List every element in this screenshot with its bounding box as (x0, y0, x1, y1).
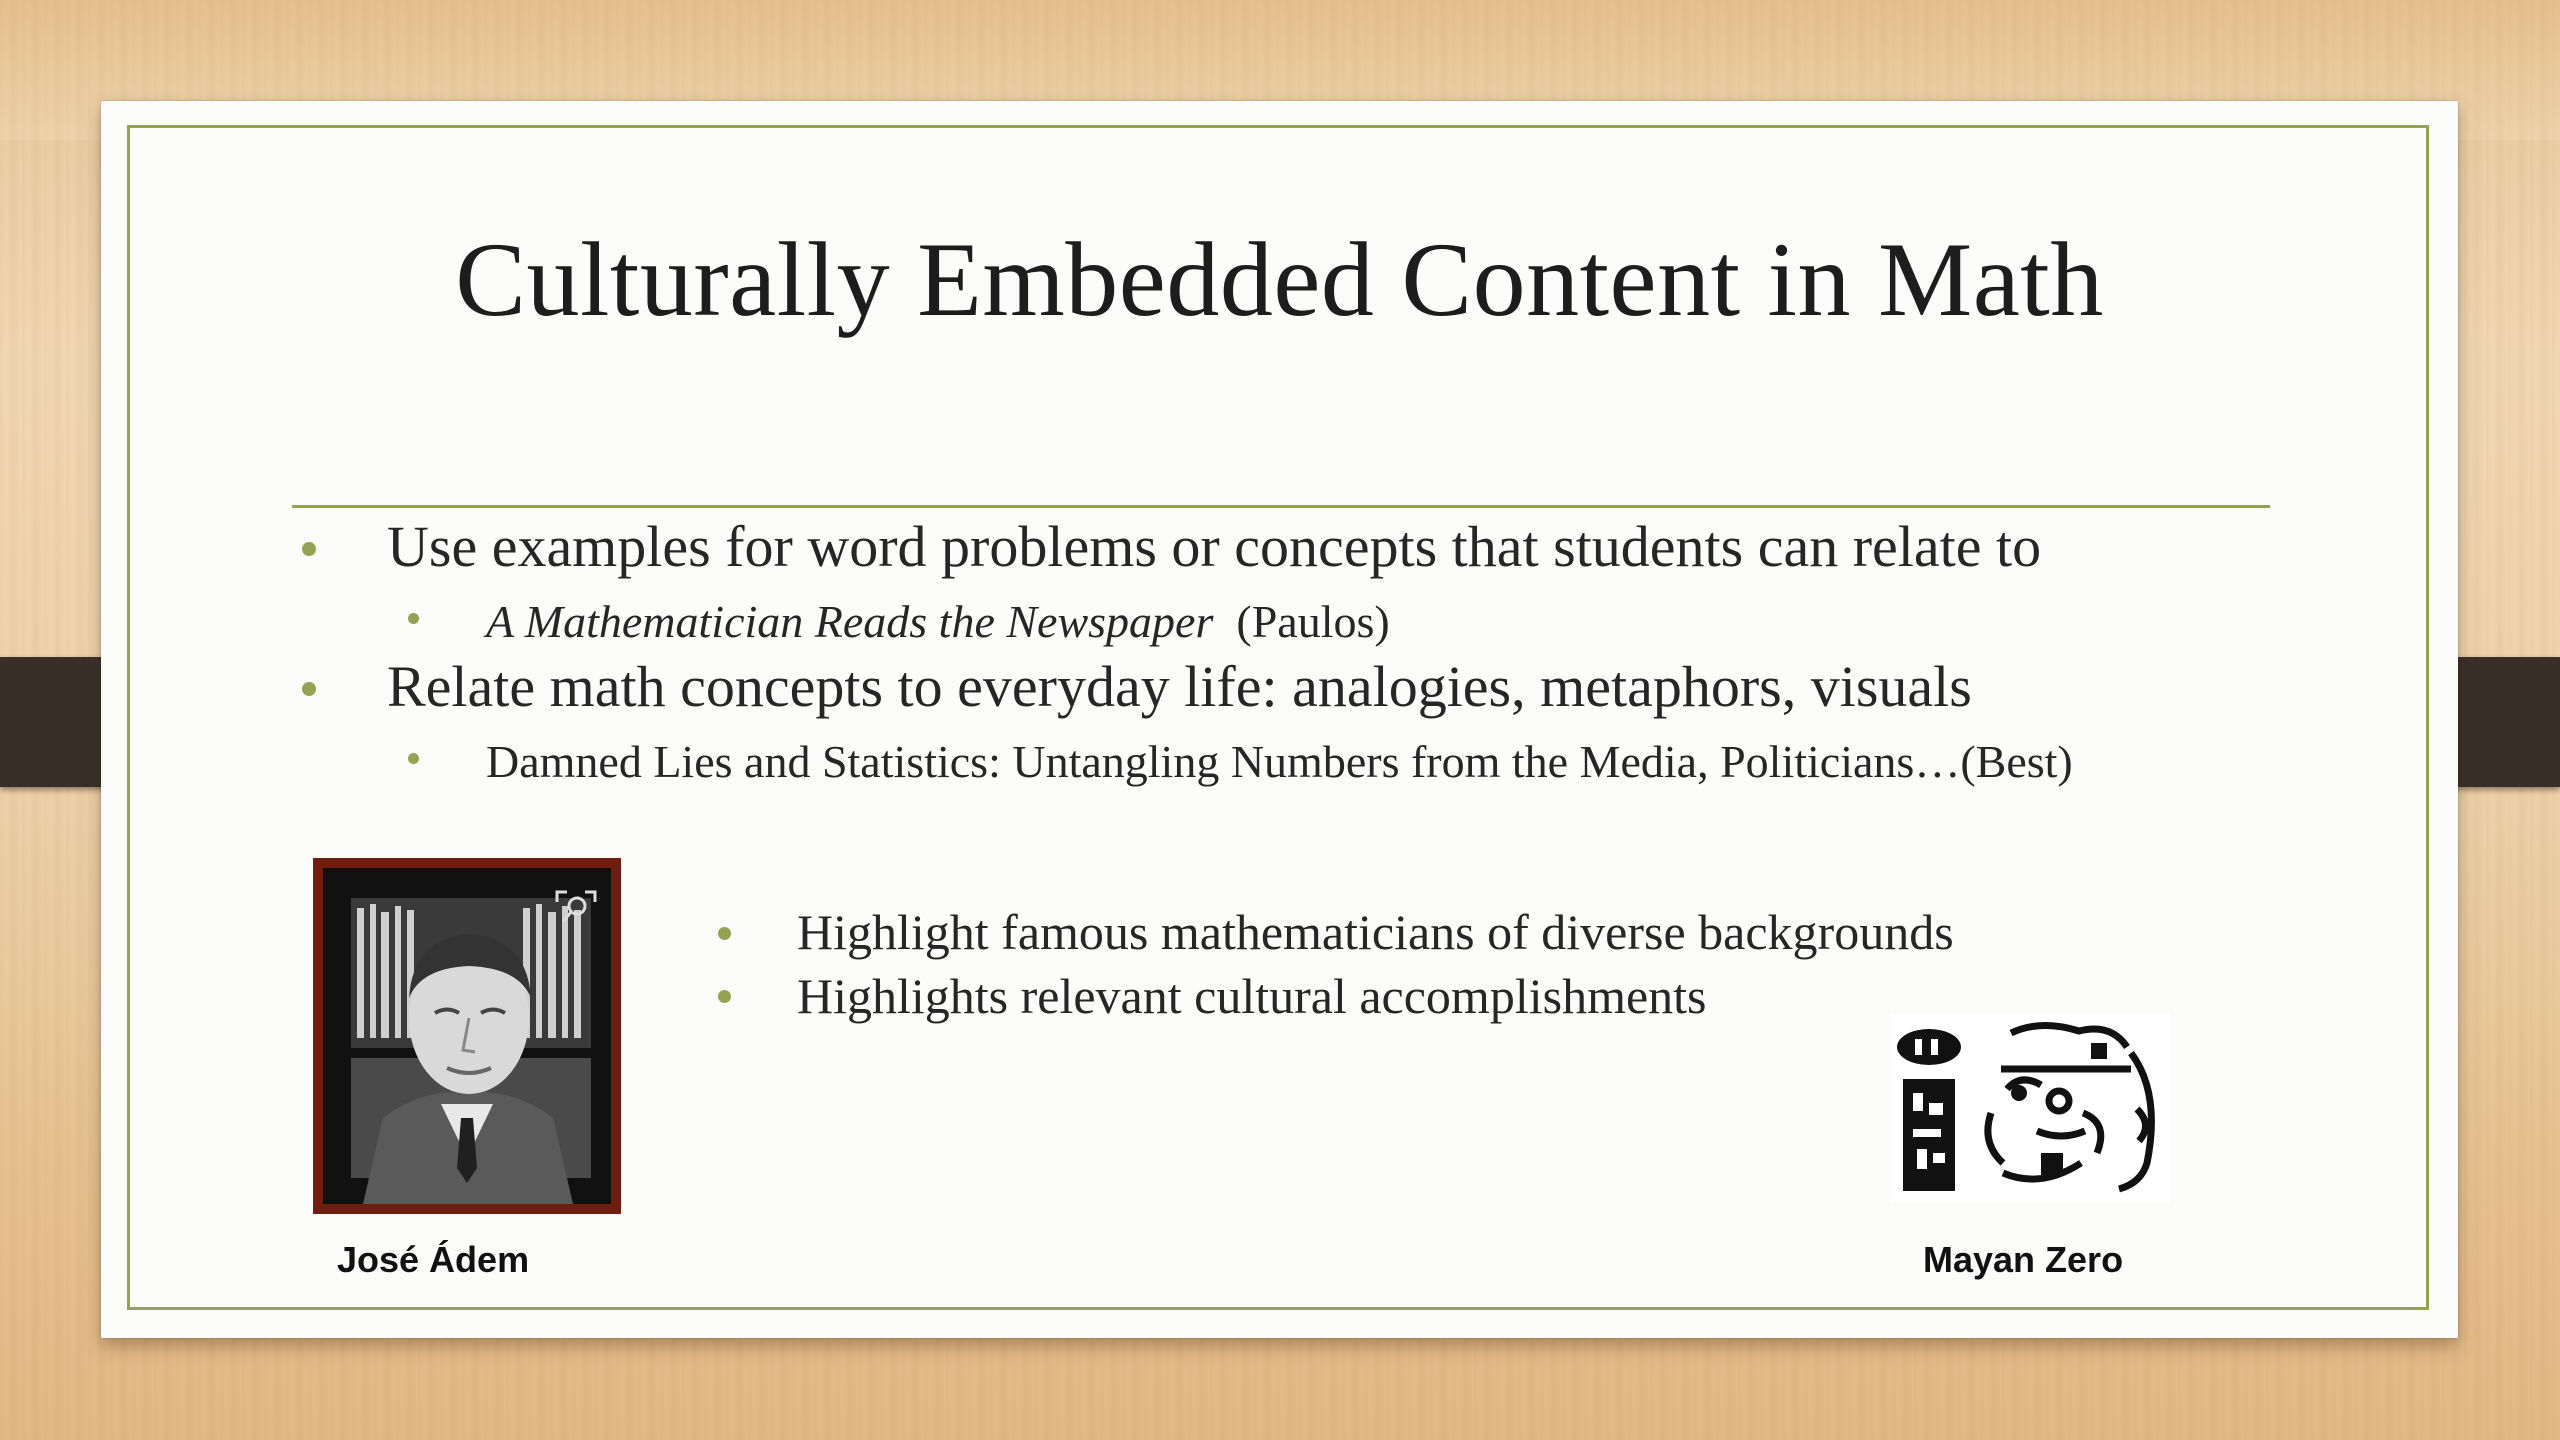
sub-bullet-2: Damned Lies and Statistics: Untangling Numbers from the Media, Politicians…(Best) (486, 736, 2073, 787)
bullet-dot (718, 990, 731, 1003)
portrait-image (323, 868, 611, 1204)
secondary-bullet-1: Highlight famous mathematicians of diverse backgrounds (797, 904, 1954, 960)
mayan-glyph-illustration (1891, 1013, 2171, 1203)
sub-bullet-dot (408, 753, 419, 764)
bullet-1-text: Use examples for word problems or concepts that students can relate to (387, 514, 2042, 579)
portrait-illustration (323, 868, 611, 1204)
mayan-zero-glyph (1891, 1013, 2171, 1203)
book-author-paulos: (Paulos) (1236, 596, 1390, 647)
bullet-dot (302, 542, 316, 556)
bullet-dot (718, 927, 731, 940)
glyph-caption: Mayan Zero (1923, 1239, 2124, 1280)
secondary-bullet-2: Highlights relevant cultural accomplishments (797, 968, 1707, 1024)
slide-title: Culturally Embedded Content in Math (455, 221, 2104, 338)
bullet-dot (302, 682, 316, 696)
portrait-photo (313, 858, 621, 1214)
portrait-caption: José Ádem (337, 1239, 530, 1280)
bullet-2-text: Relate math concepts to everyday life: analogies, metaphors, visuals (387, 654, 1972, 719)
slide-paper (101, 101, 2458, 1338)
title-divider (292, 505, 2270, 508)
book-title-paulos: A Mathematician Reads the Newspaper (486, 596, 1214, 647)
sub-bullet-dot (408, 613, 419, 624)
sub-bullet-1 (486, 595, 1390, 648)
